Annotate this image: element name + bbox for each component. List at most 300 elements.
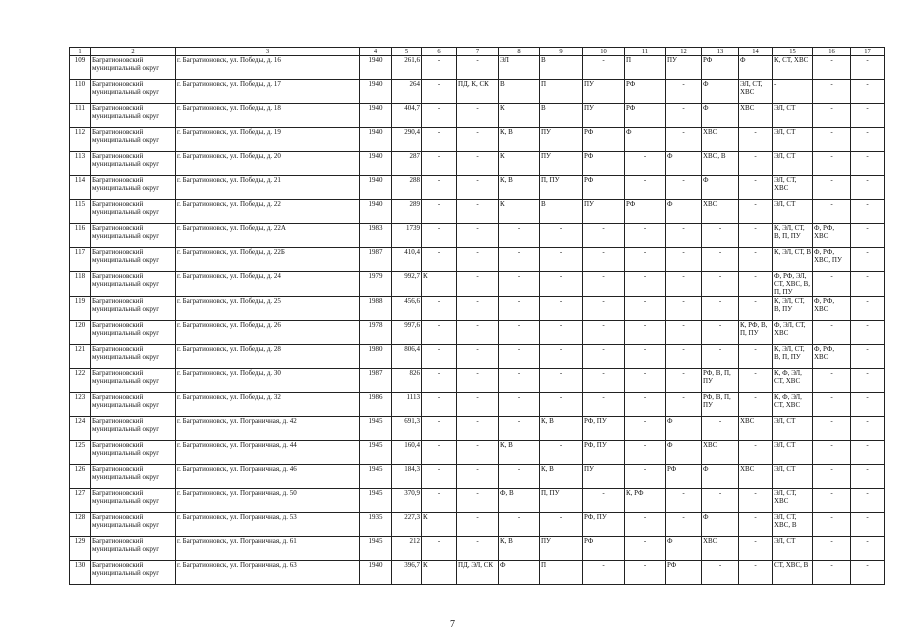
address-cell: г. Багратионовск, ул. Победы, д. 17 — [176, 80, 360, 104]
district-cell: Багратионовский муниципальный округ — [91, 200, 176, 224]
district-cell: Багратионовский муниципальный округ — [91, 152, 176, 176]
table-cell: - — [851, 369, 885, 393]
table-cell: К — [422, 513, 457, 537]
table-cell: ХВС — [702, 441, 739, 465]
table-cell: 997,6 — [392, 321, 422, 345]
table-row — [70, 465, 885, 489]
table-cell: ЭЛ, СТ — [773, 152, 813, 176]
table-cell: 1980 — [360, 345, 392, 369]
table-cell: - — [499, 321, 540, 345]
table-cell: - — [739, 152, 773, 176]
table-cell: - — [457, 369, 499, 393]
table-cell: В — [540, 200, 583, 224]
table-row — [70, 369, 885, 393]
table-cell: 1983 — [360, 224, 392, 248]
table-cell: РФ, В, П, ПУ — [702, 393, 739, 417]
table-cell: - — [540, 297, 583, 321]
table-cell: - — [499, 224, 540, 248]
table-row — [70, 489, 885, 513]
table-cell: - — [583, 224, 625, 248]
table-cell: В — [540, 104, 583, 128]
table-cell: 1945 — [360, 465, 392, 489]
table-cell: - — [813, 489, 851, 513]
table-cell: - — [851, 417, 885, 441]
table-cell: - — [702, 248, 739, 272]
table-cell: - — [625, 248, 666, 272]
table-cell: - — [813, 417, 851, 441]
table-cell: - — [813, 176, 851, 200]
table-cell: 1978 — [360, 321, 392, 345]
column-number-cell: 7 — [457, 48, 499, 56]
table-cell: - — [499, 248, 540, 272]
table-cell: Ф, РФ, ХВС, ПУ — [813, 248, 851, 272]
table-cell: ХВС — [739, 417, 773, 441]
table-row — [70, 56, 885, 80]
column-number-cell: 9 — [540, 48, 583, 56]
table-cell: - — [739, 537, 773, 561]
table-row — [70, 441, 885, 465]
table-cell: - — [422, 152, 457, 176]
district-cell: Багратионовский муниципальный округ — [91, 248, 176, 272]
table-cell: К — [422, 561, 457, 585]
table-cell: К, ЭЛ, СТ, В, ПУ — [773, 297, 813, 321]
table-cell: - — [422, 417, 457, 441]
table-cell: К, Ф, ЭЛ, СТ, ХВС — [773, 369, 813, 393]
table-cell: - — [813, 152, 851, 176]
table-cell: - — [702, 345, 739, 369]
table-cell: - — [583, 561, 625, 585]
table-cell: РФ — [702, 56, 739, 80]
table-cell: 290,4 — [392, 128, 422, 152]
table-cell: - — [422, 489, 457, 513]
table-cell: ПУ — [540, 537, 583, 561]
table-cell: ЭЛ, СТ — [773, 200, 813, 224]
address-cell: г. Багратионовск, ул. Победы, д. 22 — [176, 200, 360, 224]
table-cell: 184,3 — [392, 465, 422, 489]
table-row — [70, 321, 885, 345]
table-cell: - — [813, 513, 851, 537]
table-cell: РФ, ПУ — [583, 513, 625, 537]
table-cell: - — [739, 369, 773, 393]
table-cell: 1940 — [360, 176, 392, 200]
district-cell: Багратионовский муниципальный округ — [91, 176, 176, 200]
table-cell: 1940 — [360, 80, 392, 104]
district-cell: Багратионовский муниципальный округ — [91, 537, 176, 561]
table-cell: - — [851, 297, 885, 321]
table-cell: - — [499, 393, 540, 417]
table-row — [70, 80, 885, 104]
table-row — [70, 297, 885, 321]
table-cell: - — [666, 489, 702, 513]
table-cell: ЭЛ, СТ, ХВС — [773, 176, 813, 200]
table-cell: ХВС, В — [702, 152, 739, 176]
table-cell: - — [739, 345, 773, 369]
table-cell: - — [583, 248, 625, 272]
table-cell: - — [739, 513, 773, 537]
row-number-cell: 126 — [70, 465, 91, 489]
table-cell: - — [422, 441, 457, 465]
table-cell: - — [422, 297, 457, 321]
table-row — [70, 272, 885, 297]
table-cell: К, Ф, ЭЛ, СТ, ХВС — [773, 393, 813, 417]
table-cell: ХВС — [702, 200, 739, 224]
table-cell: ПУ — [666, 56, 702, 80]
table-cell: Ф, В — [499, 489, 540, 513]
table-cell: - — [422, 369, 457, 393]
table-cell: - — [739, 248, 773, 272]
column-number-cell: 15 — [773, 48, 813, 56]
table-cell: - — [499, 272, 540, 297]
table-cell: - — [625, 393, 666, 417]
table-cell: - — [851, 321, 885, 345]
table-cell: ПУ — [540, 128, 583, 152]
table-cell: ЭЛ, СТ — [773, 128, 813, 152]
table-cell: - — [457, 537, 499, 561]
table-cell: - — [851, 248, 885, 272]
table-cell: ХВС — [702, 537, 739, 561]
table-cell: 227,3 — [392, 513, 422, 537]
table-cell: РФ — [625, 104, 666, 128]
table-cell: - — [739, 200, 773, 224]
table-cell: - — [422, 248, 457, 272]
table-cell: - — [813, 128, 851, 152]
table-cell: РФ — [625, 200, 666, 224]
row-number-cell: 117 — [70, 248, 91, 272]
table-cell: - — [851, 345, 885, 369]
table-cell: Ф, РФ, ЭЛ, СТ, ХВС, В, П, ПУ — [773, 272, 813, 297]
district-cell: Багратионовский муниципальный округ — [91, 489, 176, 513]
table-cell: - — [422, 465, 457, 489]
district-cell: Багратионовский муниципальный округ — [91, 321, 176, 345]
address-cell: г. Багратионовск, ул. Пограничная, д. 42 — [176, 417, 360, 441]
table-cell: К, В — [499, 537, 540, 561]
table-cell: К — [499, 152, 540, 176]
table-cell: - — [813, 272, 851, 297]
table-cell: 456,6 — [392, 297, 422, 321]
table-cell: - — [625, 561, 666, 585]
table-cell: - — [851, 537, 885, 561]
table-cell: 1988 — [360, 297, 392, 321]
table-cell: - — [813, 537, 851, 561]
table-cell: ПД, ЭЛ, СК — [457, 561, 499, 585]
address-cell: г. Багратионовск, ул. Победы, д. 19 — [176, 128, 360, 152]
table-cell: Ф — [702, 465, 739, 489]
table-cell: - — [499, 417, 540, 441]
district-cell: Багратионовский муниципальный округ — [91, 104, 176, 128]
row-number-cell: 123 — [70, 393, 91, 417]
table-cell: - — [457, 224, 499, 248]
table-cell: - — [422, 56, 457, 80]
table-cell: - — [499, 297, 540, 321]
table-cell: 1940 — [360, 128, 392, 152]
row-number-cell: 115 — [70, 200, 91, 224]
row-number-cell: 112 — [70, 128, 91, 152]
row-number-cell: 128 — [70, 513, 91, 537]
table-cell: - — [625, 465, 666, 489]
table-row — [70, 104, 885, 128]
address-cell: г. Багратионовск, ул. Пограничная, д. 61 — [176, 537, 360, 561]
table-row — [70, 224, 885, 248]
row-number-cell: 113 — [70, 152, 91, 176]
table-row — [70, 417, 885, 441]
table-cell: - — [813, 80, 851, 104]
table-cell: 1945 — [360, 489, 392, 513]
table-cell: К, В — [499, 176, 540, 200]
row-number-cell: 125 — [70, 441, 91, 465]
table-cell: - — [813, 104, 851, 128]
table-cell: 396,7 — [392, 561, 422, 585]
table-cell: - — [625, 272, 666, 297]
address-cell: г. Багратионовск, ул. Победы, д. 18 — [176, 104, 360, 128]
table-cell: - — [457, 128, 499, 152]
address-cell: г. Багратионовск, ул. Победы, д. 20 — [176, 152, 360, 176]
table-cell: - — [422, 345, 457, 369]
table-cell: СТ, ХВС, В — [773, 561, 813, 585]
table-cell: П — [625, 56, 666, 80]
table-cell: Ф — [666, 441, 702, 465]
table-cell: ЭЛ, СТ — [773, 537, 813, 561]
table-cell: ПУ — [583, 465, 625, 489]
table-cell: - — [457, 297, 499, 321]
table-cell: - — [851, 441, 885, 465]
table-cell: 1739 — [392, 224, 422, 248]
address-cell: г. Багратионовск, ул. Победы, д. 32 — [176, 393, 360, 417]
table-cell: Ф, РФ, ХВС — [813, 224, 851, 248]
table-cell: Ф — [702, 104, 739, 128]
table-cell: - — [457, 465, 499, 489]
table-cell: - — [851, 513, 885, 537]
table-cell: - — [739, 441, 773, 465]
table-cell: - — [457, 176, 499, 200]
table-cell: 160,4 — [392, 441, 422, 465]
column-number-cell: 14 — [739, 48, 773, 56]
table-cell: - — [499, 345, 540, 369]
table-cell: 1940 — [360, 152, 392, 176]
table-cell: - — [540, 441, 583, 465]
table-cell: Ф — [666, 200, 702, 224]
table-cell: - — [540, 345, 583, 369]
housing-register-table — [69, 47, 885, 585]
table-cell: К, ЭЛ, СТ, В, П, ПУ — [773, 224, 813, 248]
table-cell: - — [457, 152, 499, 176]
column-number-cell: 13 — [702, 48, 739, 56]
table-cell: - — [666, 321, 702, 345]
table-cell: 264 — [392, 80, 422, 104]
table-row — [70, 345, 885, 369]
table-cell: 1987 — [360, 248, 392, 272]
table-cell: - — [739, 297, 773, 321]
row-number-cell: 110 — [70, 80, 91, 104]
table-cell: В — [540, 56, 583, 80]
table-cell: - — [422, 224, 457, 248]
table-cell: ХВС — [739, 465, 773, 489]
address-cell: г. Багратионовск, ул. Пограничная, д. 50 — [176, 489, 360, 513]
table-cell: - — [625, 537, 666, 561]
table-cell: - — [457, 513, 499, 537]
table-cell: - — [499, 513, 540, 537]
table-cell: К, В — [499, 441, 540, 465]
row-number-cell: 111 — [70, 104, 91, 128]
table-cell: ЭЛ, СТ — [773, 465, 813, 489]
table-cell: РФ — [583, 537, 625, 561]
table-cell: 806,4 — [392, 345, 422, 369]
column-number-cell: 4 — [360, 48, 392, 56]
table-cell: - — [457, 104, 499, 128]
district-cell: Багратионовский муниципальный округ — [91, 224, 176, 248]
table-cell: ЭЛ, СТ, ХВС — [773, 489, 813, 513]
table-row — [70, 513, 885, 537]
district-cell: Багратионовский муниципальный округ — [91, 80, 176, 104]
table-cell: - — [702, 224, 739, 248]
table-cell: - — [851, 56, 885, 80]
table-cell: - — [702, 489, 739, 513]
table-cell: - — [851, 224, 885, 248]
table-cell: - — [851, 272, 885, 297]
table-cell: Ф — [625, 128, 666, 152]
table-cell: - — [540, 393, 583, 417]
table-cell: - — [625, 176, 666, 200]
table-cell: - — [625, 321, 666, 345]
table-cell: - — [666, 513, 702, 537]
table-cell: 1940 — [360, 104, 392, 128]
table-cell: - — [739, 128, 773, 152]
table-cell: - — [813, 441, 851, 465]
table-cell: - — [499, 369, 540, 393]
table-row — [70, 248, 885, 272]
row-number-cell: 119 — [70, 297, 91, 321]
district-cell: Багратионовский муниципальный округ — [91, 369, 176, 393]
address-cell: г. Багратионовск, ул. Победы, д. 30 — [176, 369, 360, 393]
row-number-cell: 130 — [70, 561, 91, 585]
row-number-cell: 122 — [70, 369, 91, 393]
table-cell: 1945 — [360, 537, 392, 561]
district-cell: Багратионовский муниципальный округ — [91, 128, 176, 152]
table-cell: ПУ — [583, 104, 625, 128]
table-cell: К, В — [540, 417, 583, 441]
district-cell: Багратионовский муниципальный округ — [91, 297, 176, 321]
table-cell: ЭЛ, СТ — [773, 417, 813, 441]
column-number-cell: 1 — [70, 48, 91, 56]
table-cell: - — [813, 561, 851, 585]
table-cell: В — [499, 80, 540, 104]
table-row — [70, 537, 885, 561]
table-cell: 992,7 — [392, 272, 422, 297]
table-cell: Ф, РФ, ХВС — [813, 297, 851, 321]
table-cell: К, СТ, ХВС — [773, 56, 813, 80]
district-cell: Багратионовский муниципальный округ — [91, 272, 176, 297]
column-number-cell: 3 — [176, 48, 360, 56]
table-cell: 1945 — [360, 441, 392, 465]
table-cell: Ф — [666, 417, 702, 441]
table-cell: 410,4 — [392, 248, 422, 272]
table-cell: - — [457, 393, 499, 417]
table-cell: Ф — [499, 561, 540, 585]
table-cell: К, В — [499, 128, 540, 152]
address-cell: г. Багратионовск, ул. Пограничная, д. 46 — [176, 465, 360, 489]
table-cell: 289 — [392, 200, 422, 224]
table-cell: - — [702, 272, 739, 297]
address-cell: г. Багратионовск, ул. Победы, д. 22А — [176, 224, 360, 248]
table-cell: - — [813, 369, 851, 393]
table-cell: - — [666, 393, 702, 417]
table-body — [70, 48, 885, 585]
table-row — [70, 200, 885, 224]
column-number-cell: 5 — [392, 48, 422, 56]
table-cell: К — [499, 200, 540, 224]
table-cell: - — [666, 224, 702, 248]
table-cell: - — [457, 441, 499, 465]
table-cell: Ф — [666, 152, 702, 176]
table-cell: П — [540, 80, 583, 104]
district-cell: Багратионовский муниципальный округ — [91, 417, 176, 441]
table-cell: 1945 — [360, 417, 392, 441]
row-number-cell: 114 — [70, 176, 91, 200]
table-cell: 1986 — [360, 393, 392, 417]
table-cell: - — [813, 465, 851, 489]
table-cell: - — [739, 176, 773, 200]
table-cell: - — [666, 369, 702, 393]
table-cell: - — [583, 489, 625, 513]
table-cell: РФ, В, П, ПУ — [702, 369, 739, 393]
table-cell: К, В — [540, 465, 583, 489]
table-cell: - — [851, 489, 885, 513]
row-number-cell: 129 — [70, 537, 91, 561]
table-cell: - — [666, 272, 702, 297]
table-cell: РФ — [583, 152, 625, 176]
column-number-cell: 2 — [91, 48, 176, 56]
table-cell: - — [666, 345, 702, 369]
table-cell: Ф — [739, 56, 773, 80]
table-cell: - — [813, 321, 851, 345]
address-cell: г. Багратионовск, ул. Победы, д. 22Б — [176, 248, 360, 272]
table-cell: Ф, РФ, ХВС — [813, 345, 851, 369]
table-cell: 1935 — [360, 513, 392, 537]
table-cell: ПД, К, СК — [457, 80, 499, 104]
table-cell: - — [851, 393, 885, 417]
table-cell: - — [583, 297, 625, 321]
table-cell: - — [457, 272, 499, 297]
table-cell: 1987 — [360, 369, 392, 393]
table-cell: - — [457, 345, 499, 369]
column-number-cell: 16 — [813, 48, 851, 56]
table-cell: ПУ — [583, 200, 625, 224]
table-cell: К, РФ, В, П, ПУ — [739, 321, 773, 345]
table-cell: - — [702, 321, 739, 345]
table-cell: - — [583, 345, 625, 369]
table-cell: - — [739, 272, 773, 297]
table-cell: Ф — [702, 513, 739, 537]
table-cell: 1113 — [392, 393, 422, 417]
table-cell: - — [583, 369, 625, 393]
address-cell: г. Багратионовск, ул. Победы, д. 26 — [176, 321, 360, 345]
table-cell: - — [583, 272, 625, 297]
column-number-cell: 17 — [851, 48, 885, 56]
column-number-cell: 6 — [422, 48, 457, 56]
table-cell: ЭЛ, СТ, ХВС — [739, 80, 773, 104]
table-cell: П, ПУ — [540, 176, 583, 200]
table-cell: РФ, ПУ — [583, 417, 625, 441]
table-cell: - — [666, 176, 702, 200]
table-cell: К, ЭЛ, СТ, В, П, ПУ — [773, 345, 813, 369]
table-cell: - — [851, 104, 885, 128]
table-cell: ЭЛ — [499, 56, 540, 80]
table-cell: К, ЭЛ, СТ, В — [773, 248, 813, 272]
table-cell: - — [625, 297, 666, 321]
table-cell: - — [851, 128, 885, 152]
table-cell: Ф — [702, 80, 739, 104]
row-number-cell: 120 — [70, 321, 91, 345]
table-cell: - — [625, 441, 666, 465]
